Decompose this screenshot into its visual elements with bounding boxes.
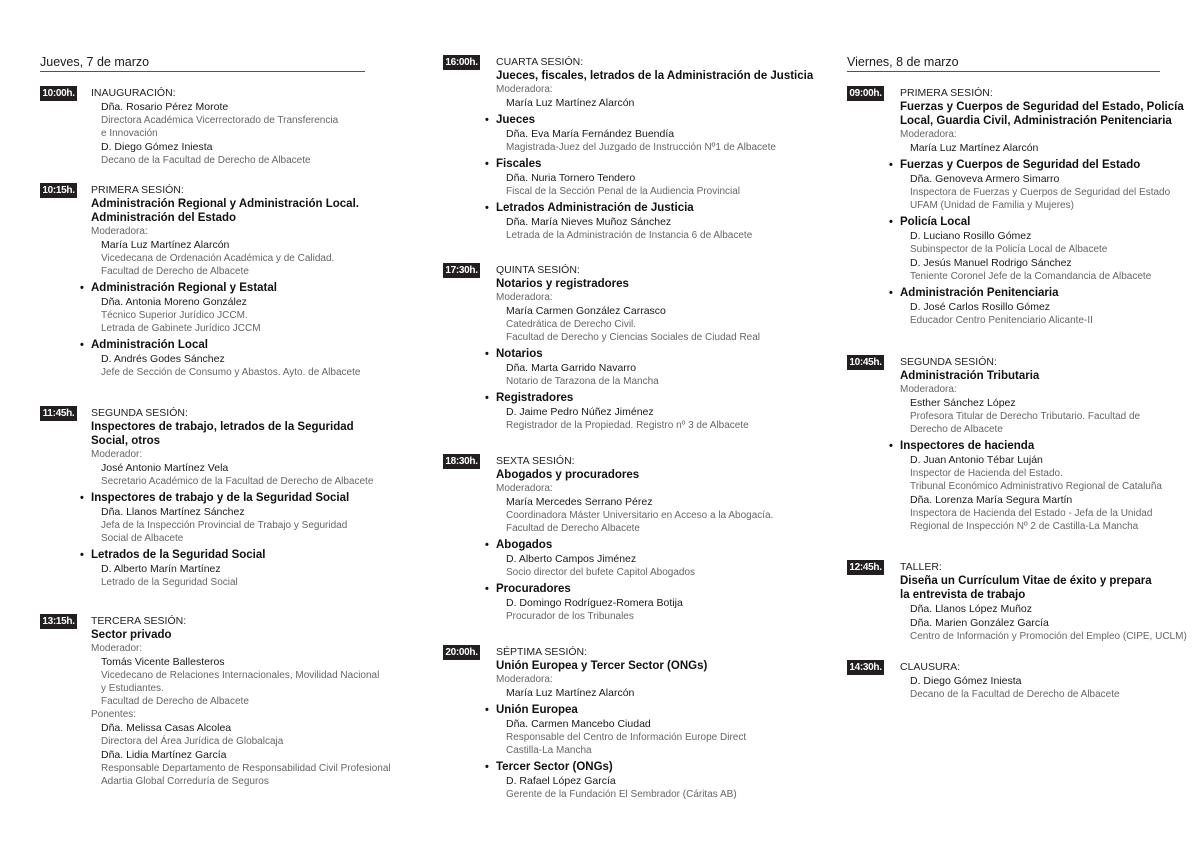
speaker-desc: Adartia Global Correduría de Seguros [101, 776, 269, 787]
panel-topic: • Notarios [485, 348, 543, 360]
speaker-name: D. Luciano Rosillo Gómez [910, 230, 1032, 242]
role-label: Moderadora: [496, 483, 553, 494]
speaker-desc: Directora Académica Vicerrectorado de Transferencia [101, 115, 339, 126]
session-title: Jueces, fiscales, letrados de la Administración de Justicia [496, 70, 814, 82]
speaker-name: Dña. Lorenza María Segura Martín [910, 494, 1073, 506]
speaker-name: Dña. Genoveva Armero Simarro [910, 173, 1060, 185]
panel-topic: • Unión Europea [485, 704, 578, 716]
bullet-icon: • [485, 539, 489, 551]
panel-topic: • Policía Local [889, 216, 971, 228]
speaker-desc: Letrada de Gabinete Jurídico JCCM [101, 323, 261, 334]
speaker-desc: Fiscal de la Sección Penal de la Audiencia Provincial [506, 186, 741, 197]
bullet-icon: • [485, 348, 489, 360]
panel-topic: • Tercer Sector (ONGs) [485, 761, 613, 773]
session-label: SEGUNDA SESIÓN: [91, 407, 188, 419]
speaker-name: D. Jaime Pedro Núñez Jiménez [506, 406, 654, 418]
session-title: Administración Tributaria [900, 370, 1040, 382]
session-label: SEGUNDA SESIÓN: [900, 356, 997, 368]
time-badge: 12:45h. [847, 560, 884, 575]
day-header: Jueves, 7 de marzo [40, 55, 365, 72]
panel-topic: • Jueces [485, 114, 536, 126]
role-label: Moderador: [91, 449, 143, 460]
speaker-desc: UFAM (Unidad de Familia y Mujeres) [910, 200, 1074, 211]
moderator-name: Esther Sánchez López [910, 397, 1016, 409]
speaker-desc: Técnico Superior Jurídico JCCM. [101, 310, 248, 321]
time-badge: 13:15h. [40, 614, 77, 629]
session-label: PRIMERA SESIÓN: [900, 87, 993, 99]
session-title: Social, otros [91, 435, 161, 447]
speaker-name: Dña. Marien González García [910, 617, 1049, 629]
bullet-icon: • [485, 114, 489, 126]
moderator-name: María Mercedes Serrano Pérez [506, 496, 653, 508]
role-label: Moderadora: [496, 292, 553, 303]
speaker-name: D. José Carlos Rosillo Gómez [910, 301, 1051, 313]
speaker-name: D. Jesús Manuel Rodrigo Sánchez [910, 257, 1072, 269]
speaker-name: Dña. María Nieves Muñoz Sánchez [506, 216, 672, 228]
moderator-desc: Vicedecano de Relaciones Internacionales, Movilidad Nacional [101, 670, 380, 681]
panel-topic: • Abogados [485, 539, 553, 551]
panel-topic: • Letrados de la Seguridad Social [80, 549, 266, 561]
role-label: Moderadora: [900, 129, 957, 140]
session-label: SÉPTIMA SESIÓN: [496, 646, 588, 658]
bullet-icon: • [889, 159, 893, 171]
role-label: Moderadora: [496, 674, 553, 685]
speaker-desc: Subinspector de la Policía Local de Albacete [910, 244, 1108, 255]
moderator-desc: Derecho de Albacete [910, 424, 1003, 435]
speaker-desc: Teniente Coronel Jefe de la Comandancia de Albacete [910, 271, 1152, 282]
moderator-desc: Profesora Titular de Derecho Tributario. Facultad de [910, 411, 1141, 422]
speaker-desc: Magistrada-Juez del Juzgado de Instrucción Nº1 de Albacete [506, 142, 776, 153]
speaker-name: Dña. Lidia Martínez García [101, 749, 227, 761]
speaker-desc: Responsable del Centro de Información Europe Direct [506, 732, 747, 743]
panel-topic: • Procuradores [485, 583, 571, 595]
panel-topic: • Letrados Administración de Justicia [485, 202, 694, 214]
time-badge: 11:45h. [40, 406, 77, 421]
speaker-desc: Inspector de Hacienda del Estado. [910, 468, 1063, 479]
bullet-icon: • [485, 392, 489, 404]
speaker-desc: Responsable Departamento de Responsabilidad Civil Profesional [101, 763, 391, 774]
session-title: Sector privado [91, 629, 172, 641]
speaker-desc: Jefa de la Inspección Provincial de Trabajo y Seguridad [101, 520, 348, 531]
speaker-desc: Letrado de la Seguridad Social [101, 577, 238, 588]
bullet-icon: • [80, 549, 84, 561]
session-label: CUARTA SESIÓN: [496, 56, 584, 68]
speaker-desc: Inspectora de Fuerzas y Cuerpos de Seguridad del Estado [910, 187, 1171, 198]
panel-topic: • Administración Regional y Estatal [80, 282, 277, 294]
speaker-name: D. Andrés Godes Sánchez [101, 353, 225, 365]
session-title: Administración del Estado [91, 212, 237, 224]
time-badge: 10:00h. [40, 86, 77, 101]
speaker-desc: Centro de Información y Promoción del Empleo (CIPE, UCLM) [910, 631, 1187, 642]
time-badge: 10:15h. [40, 183, 77, 198]
speaker-desc: Socio director del bufete Capitol Abogados [506, 567, 696, 578]
speaker-name: Dña. Melissa Casas Alcolea [101, 722, 232, 734]
session-label: TALLER: [900, 561, 942, 573]
speaker-desc: Castilla-La Mancha [506, 745, 592, 756]
speaker-name: D. Rafael López García [506, 775, 616, 787]
moderator-desc: Coordinadora Máster Universitario en Acceso a la Abogacía. [506, 510, 774, 521]
panel-topic: • Fiscales [485, 158, 542, 170]
role-label: Moderadora: [900, 384, 957, 395]
bullet-icon: • [889, 440, 893, 452]
bullet-icon: • [80, 492, 84, 504]
panel-topic: • Administración Local [80, 339, 208, 351]
session-title: la entrevista de trabajo [900, 589, 1026, 601]
bullet-icon: • [485, 704, 489, 716]
bullet-icon: • [889, 216, 893, 228]
bullet-icon: • [485, 583, 489, 595]
speaker-name: Dña. Llanos López Muñoz [910, 603, 1032, 615]
moderator-desc: Facultad de Derecho de Albacete [101, 266, 249, 277]
moderator-name: María Luz Martínez Alarcón [910, 142, 1039, 154]
session-title: Unión Europea y Tercer Sector (ONGs) [496, 660, 708, 672]
moderator-desc: Facultad de Derecho de Albacete [101, 696, 249, 707]
panel-topic: • Fuerzas y Cuerpos de Seguridad del Estado [889, 159, 1141, 171]
speaker-desc: Tribunal Económico Administrativo Regional de Cataluña [910, 481, 1162, 492]
moderator-desc: Catedrática de Derecho Civil. [506, 319, 637, 330]
session-title: Abogados y procuradores [496, 469, 640, 481]
time-badge: 09:00h. [847, 86, 884, 101]
speaker-desc: Social de Albacete [101, 533, 184, 544]
session-title: Inspectores de trabajo, letrados de la Seguridad [91, 421, 354, 433]
session-title: Administración Regional y Administración Local. [91, 198, 359, 210]
moderator-name: José Antonio Martínez Vela [101, 462, 229, 474]
time-badge: 10:45h. [847, 355, 884, 370]
bullet-icon: • [485, 202, 489, 214]
session-label: SEXTA SESIÓN: [496, 455, 575, 467]
moderator-desc: Vicedecana de Ordenación Académica y de Calidad. [101, 253, 335, 264]
speaker-desc: Notario de Tarazona de la Mancha [506, 376, 659, 387]
moderator-name: María Luz Martínez Alarcón [101, 239, 230, 251]
time-badge: 16:00h. [443, 55, 480, 70]
speaker-name: Dña. Rosario Pérez Morote [101, 101, 229, 113]
session-label: TERCERA SESIÓN: [91, 615, 187, 627]
session-label: CLAUSURA: [900, 661, 961, 673]
time-badge: 14:30h. [847, 660, 884, 675]
speaker-name: Dña. Carmen Mancebo Ciudad [506, 718, 651, 730]
speaker-desc: Regional de Inspección Nº 2 de Castilla-La Mancha [910, 521, 1139, 532]
bullet-icon: • [80, 282, 84, 294]
moderator-name: María Luz Martínez Alarcón [506, 97, 635, 109]
moderator-desc: Facultad de Derecho y Ciencias Sociales de Ciudad Real [506, 332, 761, 343]
panel-topic: • Inspectores de hacienda [889, 440, 1035, 452]
speaker-desc: e Innovación [101, 128, 158, 139]
moderator-desc: y Estudiantes. [101, 683, 164, 694]
speaker-name: Dña. Antonia Moreno González [101, 296, 247, 308]
speaker-name: D. Diego Gómez Iniesta [101, 141, 213, 153]
session-title: Fuerzas y Cuerpos de Seguridad del Estado, Policía [900, 101, 1184, 113]
role-label: Ponentes: [91, 709, 137, 720]
time-badge: 18:30h. [443, 454, 480, 469]
session-label: INAUGURACIÓN: [91, 87, 176, 99]
session-label: PRIMERA SESIÓN: [91, 184, 184, 196]
speaker-name: Dña. Eva María Fernández Buendía [506, 128, 675, 140]
speaker-desc: Inspectora de Hacienda del Estado - Jefa de la Unidad [910, 508, 1153, 519]
speaker-name: D. Juan Antonio Tébar Luján [910, 454, 1043, 466]
speaker-name: D. Diego Gómez Iniesta [910, 675, 1022, 687]
moderator-desc: Facultad de Derecho Albacete [506, 523, 640, 534]
speaker-desc: Procurador de los Tribunales [506, 611, 634, 622]
moderator-name: María Carmen González Carrasco [506, 305, 666, 317]
session-label: QUINTA SESIÓN: [496, 264, 580, 276]
speaker-desc: Letrada de la Administración de Instancia 6 de Albacete [506, 230, 753, 241]
panel-topic: • Registradores [485, 392, 574, 404]
session-title: Local, Guardia Civil, Administración Penitenciaria [900, 115, 1172, 127]
speaker-name: Dña. Marta Garrido Navarro [506, 362, 637, 374]
speaker-desc: Directora del Área Jurídica de Globalcaja [101, 736, 284, 747]
speaker-name: Dña. Nuria Tornero Tendero [506, 172, 636, 184]
moderator-name: María Luz Martínez Alarcón [506, 687, 635, 699]
role-label: Moderadora: [496, 84, 553, 95]
session-title: Notarios y registradores [496, 278, 629, 290]
bullet-icon: • [485, 761, 489, 773]
panel-topic: • Inspectores de trabajo y de la Seguridad Social [80, 492, 350, 504]
role-label: Moderadora: [91, 226, 148, 237]
speaker-name: D. Domingo Rodríguez-Romera Botija [506, 597, 683, 609]
speaker-name: Dña. Llanos Martínez Sánchez [101, 506, 245, 518]
speaker-name: D. Alberto Campos Jiménez [506, 553, 637, 565]
speaker-name: D. Alberto Marín Martínez [101, 563, 221, 575]
speaker-desc: Registrador de la Propiedad. Registro nº 3 de Albacete [506, 420, 749, 431]
bullet-icon: • [889, 287, 893, 299]
day-header: Viernes, 8 de marzo [847, 55, 1160, 72]
speaker-desc: Educador Centro Penitenciario Alicante-II [910, 315, 1093, 326]
bullet-icon: • [80, 339, 84, 351]
speaker-desc: Decano de la Facultad de Derecho de Albacete [101, 155, 311, 166]
role-label: Moderador: [91, 643, 143, 654]
session-title: Diseña un Currículum Vitae de éxito y prepara [900, 575, 1152, 587]
speaker-desc: Decano de la Facultad de Derecho de Albacete [910, 689, 1120, 700]
panel-topic: • Administración Penitenciaria [889, 287, 1059, 299]
time-badge: 17:30h. [443, 263, 480, 278]
bullet-icon: • [485, 158, 489, 170]
speaker-desc: Gerente de la Fundación El Sembrador (Cáritas AB) [506, 789, 737, 800]
speaker-desc: Jefe de Sección de Consumo y Abastos. Ayto. de Albacete [101, 367, 361, 378]
moderator-name: Tomás Vicente Ballesteros [101, 656, 225, 668]
time-badge: 20:00h. [443, 645, 480, 660]
moderator-desc: Secretario Académico de la Facultad de Derecho de Albacete [101, 476, 374, 487]
